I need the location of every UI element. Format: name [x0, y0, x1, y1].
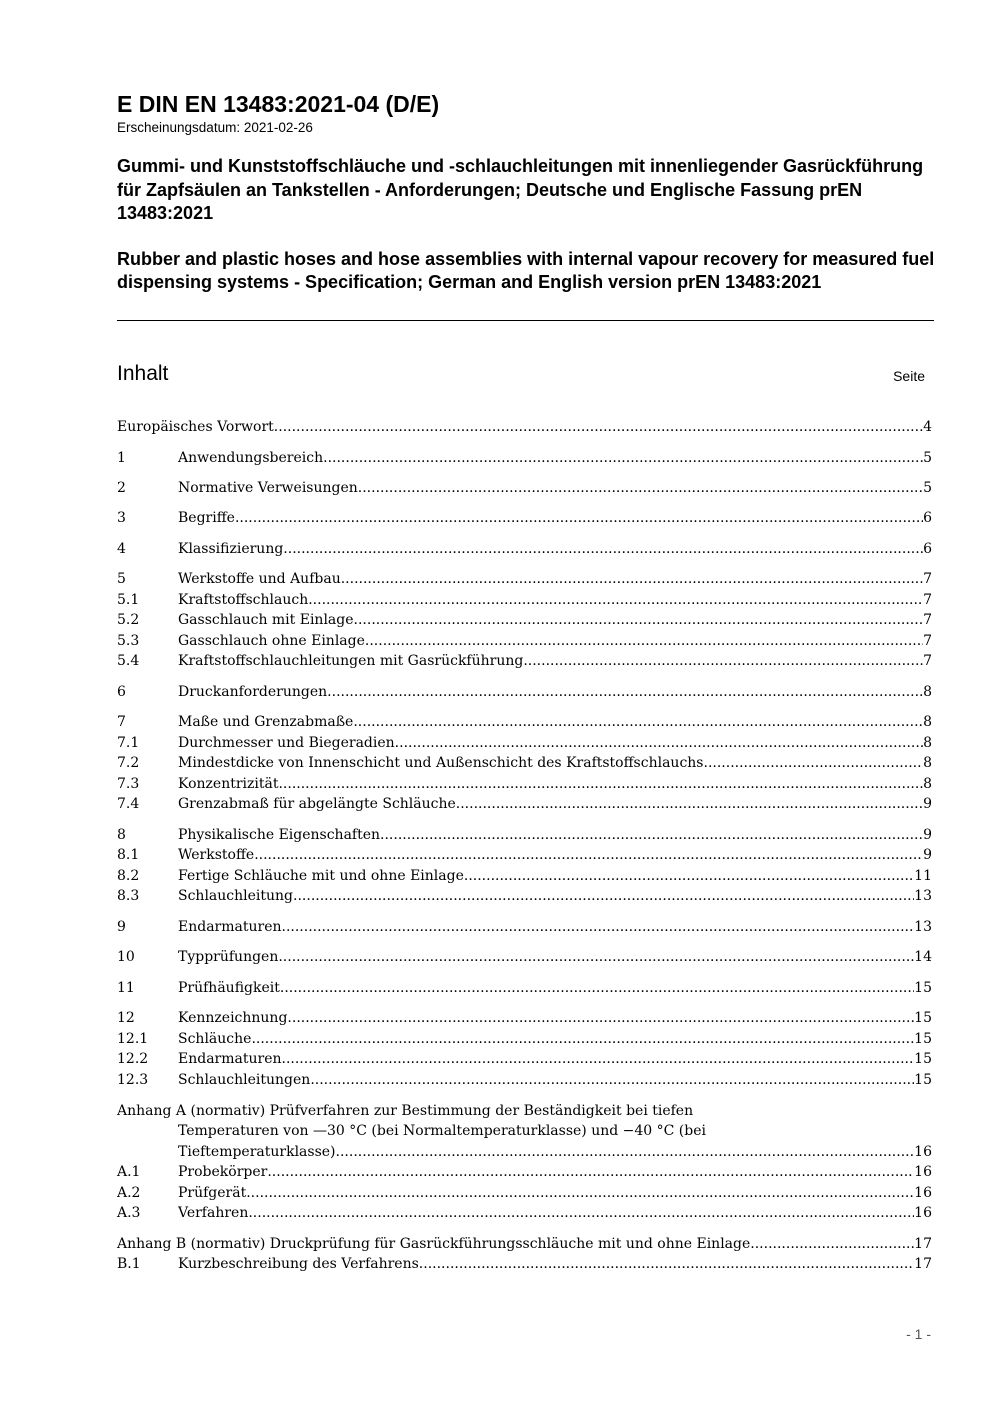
toc-entry-8[interactable] — [117, 825, 932, 845]
toc-leader-dots — [308, 590, 923, 610]
toc-entry-5-3[interactable] — [117, 631, 932, 651]
toc-entry-a-2[interactable] — [117, 1183, 932, 1203]
toc-leader-dots — [419, 1254, 914, 1274]
toc-entry-label: Mindestdicke von Innenschicht und Außenschicht des Kraftstoffschlauchs — [178, 755, 704, 771]
toc-entry-label: Gasschlauch ohne Einlage — [178, 633, 365, 649]
toc-entry-number: 7.4 — [117, 796, 140, 812]
toc-entry-label: Tieftemperaturklasse) — [178, 1144, 336, 1160]
toc-entry-label: Gasschlauch mit Einlage — [178, 612, 354, 628]
toc-title: Inhalt — [117, 362, 169, 385]
toc-entry-12-2[interactable] — [117, 1049, 932, 1069]
title-english: Rubber and plastic hoses and hose assemblies with internal vapour recovery for measured fuel dispensing systems - Specification; German and English version prEN 13483:2021 — [117, 248, 935, 292]
toc-leader-dots — [278, 774, 923, 794]
toc-leader-dots — [251, 1029, 914, 1049]
toc-entry-number: 7.1 — [117, 735, 140, 751]
toc-entry-label: Durchmesser und Biegeradien — [178, 735, 395, 751]
toc-entry-number: 1 — [117, 450, 126, 466]
toc-leader-dots — [327, 682, 923, 702]
toc-entry-label: Anwendungsbereich — [178, 450, 324, 466]
toc-entry-6[interactable] — [117, 682, 932, 702]
toc-leader-dots — [267, 1162, 914, 1182]
toc-entry-label: Prüfgerät — [178, 1185, 247, 1201]
toc-entry-page: 9 — [923, 796, 932, 812]
toc-entry-page: 15 — [914, 1010, 932, 1026]
toc-entry-number: A.3 — [117, 1205, 141, 1221]
toc-entry-12-1[interactable] — [117, 1029, 932, 1049]
toc-leader-dots — [280, 978, 914, 998]
toc-entry-8-3[interactable] — [117, 886, 932, 906]
toc-entry-label: Anhang B (normativ) Druckprüfung für Gasrückführungsschläuche mit und ohne Einlage — [117, 1236, 751, 1252]
toc-leader-dots — [750, 1234, 914, 1254]
toc-entry-label: Grenzabmaß für abgelängte Schläuche — [178, 796, 456, 812]
toc-entry-2[interactable] — [117, 478, 932, 498]
toc-entry-page: 16 — [914, 1185, 932, 1201]
toc-entry-page: 17 — [914, 1236, 932, 1252]
toc-leader-dots — [456, 794, 923, 814]
toc-entry-number: 5.4 — [117, 653, 140, 669]
toc-entry-7-4[interactable] — [117, 794, 932, 814]
toc-entry-number: A.1 — [117, 1164, 141, 1180]
toc-entry-page: 5 — [923, 480, 932, 496]
toc-entry-label: Probekörper — [178, 1164, 268, 1180]
toc-entry-page: 6 — [923, 510, 932, 526]
toc-entry-number: 8.3 — [117, 888, 140, 904]
toc-entry-b-1[interactable] — [117, 1254, 932, 1274]
toc-entry-page: 9 — [923, 827, 932, 843]
toc-entry-label: Schläuche — [178, 1031, 252, 1047]
toc-entry-12-3[interactable] — [117, 1070, 932, 1090]
toc-leader-dots — [282, 917, 915, 937]
page-number: - 1 - — [906, 1326, 931, 1342]
toc-entry-number: 12.2 — [117, 1051, 149, 1067]
toc-entry-page: 16 — [914, 1144, 932, 1160]
toc-entry-label: Physikalische Eigenschaften — [178, 827, 381, 843]
toc-leader-dots — [246, 1183, 914, 1203]
toc-entry-number: 10 — [117, 949, 135, 965]
toc-entry-label: Europäisches Vorwort — [117, 419, 274, 435]
toc-entry-number: 11 — [117, 980, 135, 996]
toc-entry-5-2[interactable] — [117, 610, 932, 630]
toc-leader-dots — [380, 825, 923, 845]
toc-entry-label: Schlauchleitung — [178, 888, 294, 904]
toc-entry-page: 8 — [923, 684, 932, 700]
toc-leader-dots — [282, 1049, 915, 1069]
toc-leader-dots — [235, 508, 923, 528]
toc-entry-label: Fertige Schläuche mit und ohne Einlage — [178, 868, 464, 884]
toc-leader-dots — [464, 866, 914, 886]
toc-entry-number: 5.3 — [117, 633, 140, 649]
toc-entry-number: 6 — [117, 684, 126, 700]
toc-entry-annex-a-line2: Temperaturen von —30 °C (bei Normaltemperaturklasse) und −40 °C (bei — [178, 1123, 706, 1139]
toc-entry-page: 13 — [914, 919, 932, 935]
toc-leader-dots — [358, 478, 923, 498]
toc-leader-dots — [336, 1142, 915, 1162]
toc-entry-a-1[interactable] — [117, 1162, 932, 1182]
toc-entry-page: 7 — [923, 571, 932, 587]
toc-entry-number: 4 — [117, 541, 126, 557]
header-divider — [117, 320, 934, 321]
toc-entry-number: 12.3 — [117, 1072, 149, 1088]
toc-entry-label: Kraftstoffschlauchleitungen mit Gasrückführung — [178, 653, 524, 669]
toc-entry-page: 7 — [923, 653, 932, 669]
toc-entry-number: 9 — [117, 919, 126, 935]
toc-leader-dots — [704, 753, 924, 773]
toc-leader-dots — [395, 733, 923, 753]
toc-leader-dots — [274, 417, 923, 437]
toc-entry-page: 16 — [914, 1164, 932, 1180]
toc-entry-annex-a[interactable] — [117, 1101, 932, 1121]
toc-entry-label: Konzentrizität — [178, 776, 279, 792]
toc-entry-page: 7 — [923, 612, 932, 628]
toc-entry-page: 16 — [914, 1205, 932, 1221]
toc-entry-1[interactable] — [117, 448, 932, 468]
toc-entry-10[interactable] — [117, 947, 932, 967]
toc-entry-4[interactable] — [117, 539, 932, 559]
toc-entry-label: Normative Verweisungen — [178, 480, 358, 496]
toc-entry-label: Druckanforderungen — [178, 684, 328, 700]
document-id: E DIN EN 13483:2021-04 (D/E) — [117, 91, 440, 117]
toc-entry-page: 7 — [923, 633, 932, 649]
toc-entry-7-1[interactable] — [117, 733, 932, 753]
toc-leader-dots — [248, 1203, 914, 1223]
toc-entry-8-2[interactable] — [117, 866, 932, 886]
toc-entry-label: Schlauchleitungen — [178, 1072, 311, 1088]
toc-header — [117, 360, 925, 390]
toc-entry-5[interactable] — [117, 569, 932, 589]
toc-entry-label: Kennzeichnung — [178, 1010, 288, 1026]
toc-entry-page: 9 — [923, 847, 932, 863]
document-header — [117, 90, 935, 295]
toc-entry-label: Verfahren — [178, 1205, 249, 1221]
toc-entry-label: Endarmaturen — [178, 1051, 282, 1067]
toc-entry-number: 7.3 — [117, 776, 140, 792]
toc-entry-12[interactable] — [117, 1008, 932, 1028]
toc-entry-label: Kraftstoffschlauch — [178, 592, 309, 608]
toc-entry-page: 15 — [914, 980, 932, 996]
toc-entry-number: 7 — [117, 714, 126, 730]
toc-entry-number: 12.1 — [117, 1031, 149, 1047]
toc-entry-page: 14 — [914, 949, 932, 965]
toc-entry-a-3[interactable] — [117, 1203, 932, 1223]
toc-entry-7-2[interactable] — [117, 753, 932, 773]
toc-entry-label: Klassifizierung — [178, 541, 284, 557]
toc-entry-7[interactable] — [117, 712, 932, 732]
toc-leader-dots — [365, 631, 923, 651]
toc-leader-dots — [323, 448, 923, 468]
title-german: Gummi- und Kunststoffschläuche und -schlauchleitungen mit innenliegender Gasrückführung für Zapfsäulen an Tankstellen - Anforderungen; Deutsche und Englische Fassung prEN 13483:2021 — [117, 156, 924, 223]
toc-entry-foreword[interactable] — [117, 417, 932, 437]
toc-entry-label: Prüfhäufigkeit — [178, 980, 280, 996]
toc-leader-dots — [287, 1008, 914, 1028]
toc-entry-page: 8 — [923, 735, 932, 751]
toc-entry-page: 8 — [923, 755, 932, 771]
toc-leader-dots — [354, 610, 924, 630]
toc-entry-page: 5 — [923, 450, 932, 466]
toc-entry-number: 5.2 — [117, 612, 140, 628]
toc-page-label: Seite — [893, 368, 925, 384]
toc-entry-number: 2 — [117, 480, 126, 496]
toc-entry-label: Werkstoffe — [178, 847, 255, 863]
toc-entry-5-1[interactable] — [117, 590, 932, 610]
toc-entry-label: Begriffe — [178, 510, 235, 526]
toc-leader-dots — [523, 651, 923, 671]
toc-entry-page: 17 — [914, 1256, 932, 1272]
toc-entry-label: Anhang A (normativ) Prüfverfahren zur Bestimmung der Beständigkeit bei tiefen — [117, 1103, 694, 1119]
toc-leader-dots — [254, 845, 923, 865]
toc-entry-label: Maße und Grenzabmaße — [178, 714, 354, 730]
toc-leader-dots — [310, 1070, 914, 1090]
toc-entry-annex-a-line3[interactable] — [117, 1142, 932, 1162]
toc-entry-page: 13 — [914, 888, 932, 904]
toc-entry-number: 12 — [117, 1010, 135, 1026]
toc-entry-number: A.2 — [117, 1185, 141, 1201]
toc-entry-label: Werkstoffe und Aufbau — [178, 571, 341, 587]
toc-entry-page: 7 — [923, 592, 932, 608]
toc-entry-label: Kurzbeschreibung des Verfahrens — [178, 1256, 419, 1272]
toc-entry-number: 5 — [117, 571, 126, 587]
toc-entry-7-3[interactable] — [117, 774, 932, 794]
toc-entry-number: B.1 — [117, 1256, 141, 1272]
toc-entry-number: 7.2 — [117, 755, 140, 771]
toc-entry-8-1[interactable] — [117, 845, 932, 865]
toc-leader-dots — [293, 886, 914, 906]
toc-entry-number: 8.1 — [117, 847, 140, 863]
toc-leader-dots — [283, 539, 923, 559]
toc-entry-3[interactable] — [117, 508, 932, 528]
toc-entry-5-4[interactable] — [117, 651, 932, 671]
toc-entry-page: 4 — [923, 419, 932, 435]
toc-entry-annex-b[interactable] — [117, 1234, 932, 1254]
toc-entry-page: 15 — [914, 1072, 932, 1088]
toc-entry-page: 15 — [914, 1031, 932, 1047]
toc-entry-number: 5.1 — [117, 592, 140, 608]
toc-entry-page: 8 — [923, 776, 932, 792]
toc-entry-page: 6 — [923, 541, 932, 557]
toc-entry-11[interactable] — [117, 978, 932, 998]
toc-entry-label: Typprüfungen — [178, 949, 279, 965]
toc-leader-dots — [353, 712, 923, 732]
toc-entry-page: 11 — [914, 868, 932, 884]
toc-entry-label: Endarmaturen — [178, 919, 282, 935]
toc-leader-dots — [341, 569, 923, 589]
toc-entry-page: 8 — [923, 714, 932, 730]
toc-leader-dots — [278, 947, 914, 967]
toc-entry-page: 15 — [914, 1051, 932, 1067]
toc-entry-number: 3 — [117, 510, 126, 526]
toc-entry-9[interactable] — [117, 917, 932, 937]
toc-entry-number: 8.2 — [117, 868, 140, 884]
publication-date: Erscheinungsdatum: 2021-02-26 — [117, 120, 313, 135]
toc-entry-number: 8 — [117, 827, 126, 843]
